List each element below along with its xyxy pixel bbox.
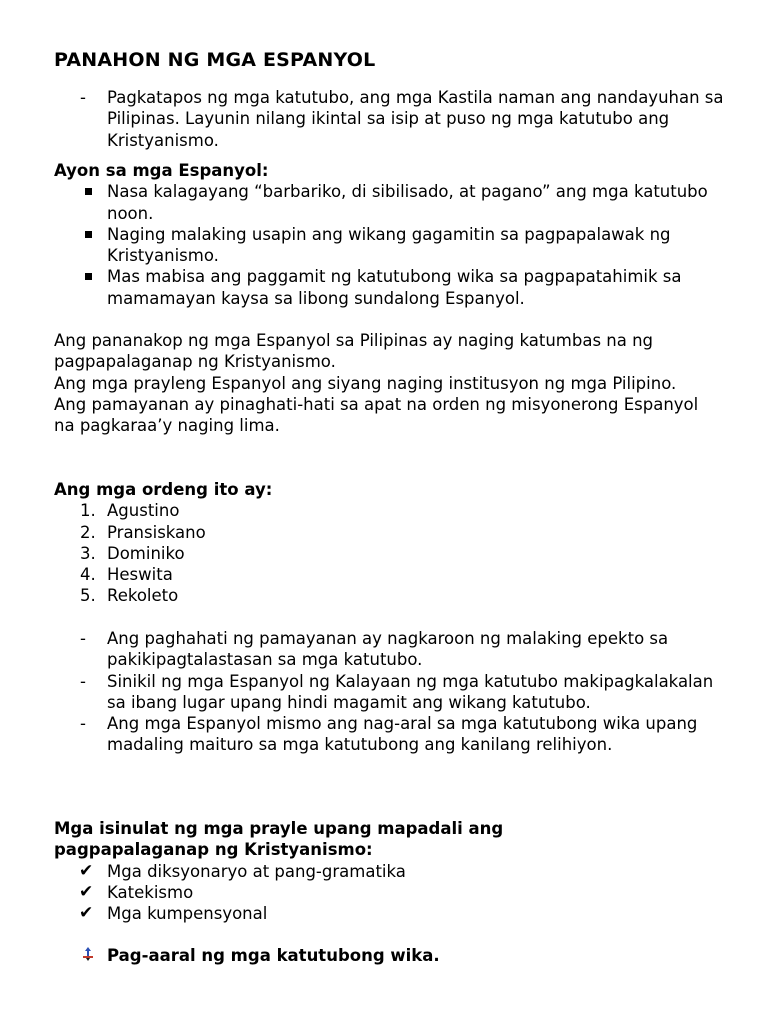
item-number: 3.	[80, 543, 96, 563]
effects-section	[54, 628, 724, 756]
paragraph: Ang pananakop ng mga Espanyol sa Pilipinas ay naging katumbas na ng pagpapalaganap ng Kristyanismo.	[54, 331, 654, 372]
order-label: Heswita	[107, 565, 173, 585]
bullet-item	[54, 181, 724, 224]
intro-item	[54, 87, 724, 151]
order-label: Pransiskano	[107, 522, 206, 542]
ayon-section	[54, 160, 724, 309]
check-text: Mga kumpensyonal	[107, 904, 268, 924]
square-bullet-icon	[85, 273, 92, 280]
ordered-item	[54, 500, 724, 521]
order-label: Dominiko	[107, 543, 185, 563]
intro-text: Pagkatapos ng mga katutubo, ang mga Kastila naman ang nandayuhan sa Pilipinas. Layunin nilang ikintal sa isip at puso ng mga katutubo ang Kristyanismo.	[107, 88, 724, 150]
check-text: Katekismo	[107, 882, 194, 902]
final-item	[54, 945, 724, 966]
orders-section	[54, 479, 724, 607]
check-item	[54, 903, 577, 924]
dash-marker: -	[80, 714, 86, 734]
writings-heading: Mga isinulat ng mga prayle upang mapadali ang pagpapalaganap ng Kristyanismo:	[54, 819, 504, 860]
item-number: 5.	[80, 586, 96, 606]
square-bullet-icon	[85, 231, 92, 238]
square-bullet-icon	[85, 188, 92, 195]
final-section	[54, 945, 724, 966]
check-item	[54, 861, 577, 882]
dash-marker: -	[80, 629, 86, 648]
body-paragraphs	[54, 330, 724, 436]
dash-marker: -	[80, 88, 86, 107]
item-number: 1.	[80, 501, 96, 521]
check-item	[54, 882, 577, 903]
dash-item	[54, 713, 724, 756]
bullet-item	[54, 224, 724, 267]
item-number: 2.	[80, 522, 96, 542]
ordered-item	[54, 585, 724, 606]
ordered-item	[54, 522, 724, 543]
ayon-heading: Ayon sa mga Espanyol:	[54, 161, 269, 180]
order-label: Rekoleto	[107, 586, 179, 606]
writings-section	[54, 818, 574, 924]
dash-item	[54, 671, 724, 714]
dash-marker: -	[80, 671, 86, 691]
dash-text: Ang mga Espanyol mismo ang nag-aral sa mga katutubong wika upang madaling maituro sa mga katutubong ang kanilang relihiyon.	[107, 714, 698, 755]
bullet-text: Naging malaking usapin ang wikang gagamitin sa pagpapalawak ng Kristyanismo.	[107, 224, 671, 266]
paragraph: Ang pamayanan ay pinaghati-hati sa apat na orden ng misyonerong Espanyol na pagkaraa’y naging lima.	[54, 394, 699, 436]
arrow-bullet-icon	[80, 947, 96, 963]
orders-heading: Ang mga ordeng ito ay:	[54, 480, 273, 499]
order-label: Agustino	[107, 501, 180, 521]
checkmark-icon: ✔	[79, 903, 94, 924]
ordered-item	[54, 543, 724, 564]
dash-text: Sinikil ng mga Espanyol ng Kalayaan ng mga katutubo makipagkalakalan sa ibang lugar upang hindi magamit ang wikang katutubo.	[107, 671, 714, 712]
check-text: Mga diksyonaryo at pang-gramatika	[107, 861, 406, 881]
item-number: 4.	[80, 565, 96, 585]
dash-item	[54, 628, 724, 671]
page-title: PANAHON NG MGA ESPANYOL	[54, 49, 376, 71]
intro-section	[54, 87, 724, 151]
final-text: Pag-aaral ng mga katutubong wika.	[107, 946, 440, 965]
ordered-item	[54, 564, 724, 585]
bullet-item	[54, 266, 724, 309]
dash-text: Ang paghahati ng pamayanan ay nagkaroon ng malaking epekto sa pakikipagtalastasan sa mga katutubo.	[107, 629, 669, 670]
bullet-text: Mas mabisa ang paggamit ng katutubong wika sa pagpapatahimik sa mamamayan kaysa sa libong sundalong Espanyol.	[107, 267, 682, 308]
paragraph: Ang mga prayleng Espanyol ang siyang naging institusyon ng mga Pilipino.	[54, 373, 677, 393]
checkmark-icon: ✔	[79, 881, 94, 902]
checkmark-icon: ✔	[79, 860, 94, 881]
bullet-text: Nasa kalagayang “barbariko, di sibilisado, at pagano” ang mga katutubo noon.	[107, 182, 708, 223]
